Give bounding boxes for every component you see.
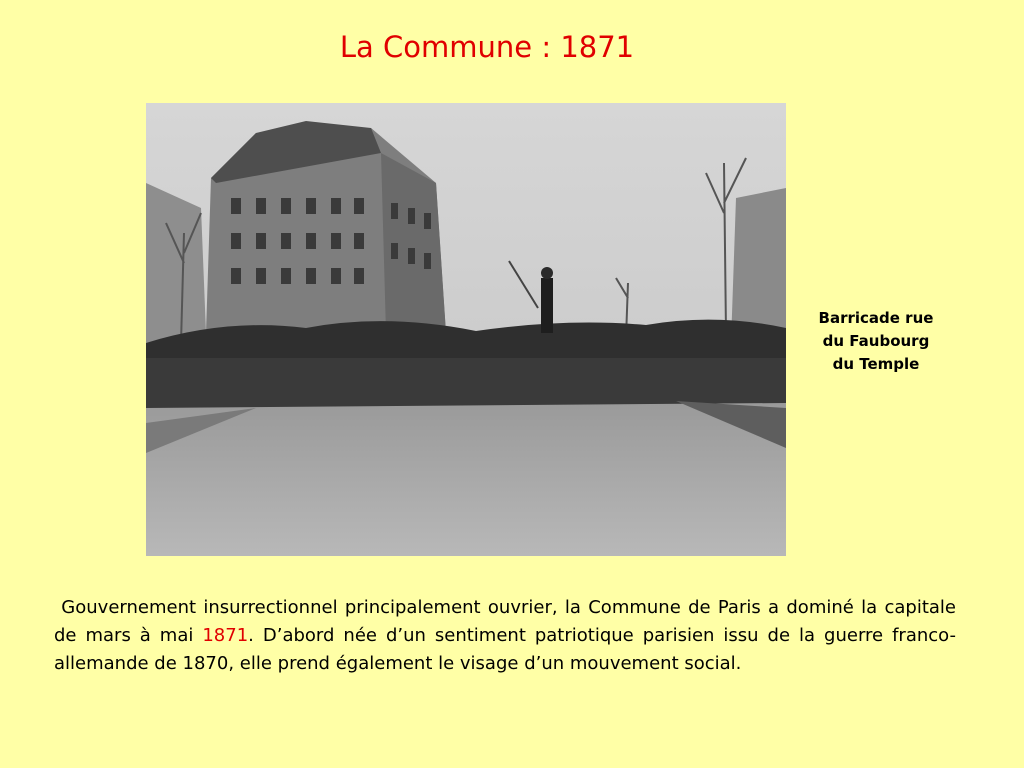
barricade-photo [146,103,786,556]
photo-caption [796,307,956,376]
description-text: Gouvernement insurrectionnel principalement ouvrier, la Commune de Paris a dominé la capitale de mars à mai [54,597,956,646]
slide-title: La Commune : 1871 [339,30,635,64]
description-text: . D’abord née d’un sentiment patriotique parisien issu de la guerre franco-allemande de 1870, elle prend également le visage d’un mouvement social. [54,625,957,674]
caption-line: Barricade rue [818,309,934,327]
caption-line: du Faubourg [822,332,930,350]
caption-line: du Temple [832,355,920,373]
description-paragraph [54,594,956,678]
highlighted-year: 1871 [202,625,249,646]
